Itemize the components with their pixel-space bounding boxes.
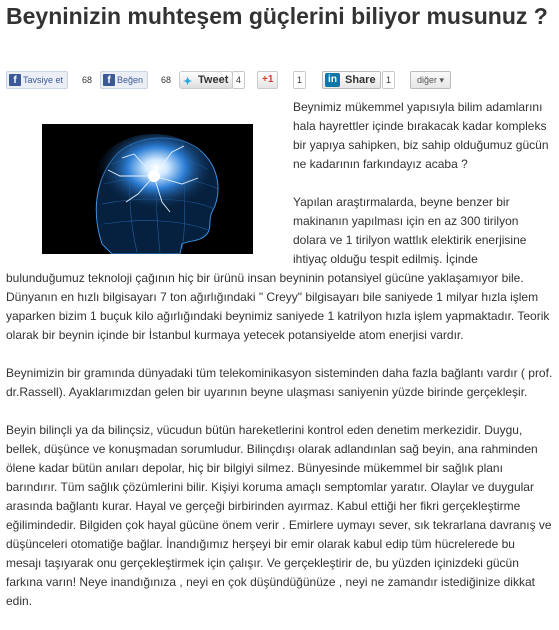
brain-illustration <box>42 124 253 254</box>
tweet-count: 4 <box>232 71 245 89</box>
twitter-bird-icon: ✦ <box>183 76 193 88</box>
facebook-like-button[interactable] <box>100 71 148 89</box>
facebook-recommend-count: 68 <box>82 75 93 85</box>
paragraph-intro: Beynimiz mükemmel yapısıyla bilim adamlarını hala hayrettler içinde bırakacak kadar kompleks bir yapıya sahipken, biz sahip olduğumuz gücün ne kadarının farkındayız acaba ? <box>293 100 549 171</box>
facebook-recommend-button[interactable] <box>6 71 68 89</box>
linkedin-icon: in <box>325 73 340 87</box>
gplus-button[interactable] <box>257 71 278 89</box>
paragraph-research: Yapılan araştırmalarda, beyne benzer bir makinanın yapılması için en az 300 tirilyon dolara ve 1 tirilyon wattlık elektirik enerjisine ihtiyaç olduğu tespit edilmiş. İçinde bulunduğumuz teknoloji çağının hiç bir ürünü insan beyninin potansiyel gücüne yaklaşamıyor bile. Dünyanın en hızlı bilgisayarı 7 ton ağırlığındaki " Creyy" bilgisayarı bile saniyede 1 milyar hızla işlem yaparken bizim 1 buçuk kilo ağırlığındaki beynimiz saniyede 1 katrilyon hızla işlem yapmaktadır. Teorik olarak bir beynin içinde bir İstanbul kurmaya yetecek potansiyelde atom enerjisi vardır. <box>6 195 550 342</box>
tweet-label: Tweet <box>198 74 229 86</box>
linkedin-count: 1 <box>382 71 395 89</box>
facebook-icon: f <box>103 74 115 86</box>
article-title: Beyninizin muhteşem güçlerini biliyor musunuz ? <box>6 3 548 29</box>
gplus-label: +1 <box>262 74 274 85</box>
gplus-count: 1 <box>293 71 306 89</box>
dropdown-arrow-icon: ▾ <box>439 75 445 85</box>
facebook-like-count: 68 <box>161 75 172 85</box>
facebook-like-label: Beğen <box>117 75 144 85</box>
more-share-label: diğer <box>417 75 438 85</box>
linkedin-share-label: Share <box>345 74 376 86</box>
facebook-recommend-label: Tavsiye et <box>23 75 64 85</box>
share-bar <box>6 71 556 91</box>
more-share-dropdown[interactable] <box>410 71 451 89</box>
linkedin-share-button[interactable] <box>322 71 381 89</box>
paragraph-control-center: Beyin bilinçli ya da bilinçsiz, vücudun bütün hareketlerini kontrol eden denetim merkezidir. Duygu, bellek, düşünce ve konuşmadan sorumludur. Bilinçdışı olarak adlandınlan sağ beyin, ana rahminden ölene kadar bütün anıları depolar, hiç bir bilgiyi silmez. Bünyesinde mükemmel bir sağlık planı barındırır. Tüm sağlık çözümlerini bilir. Kişiyi koruma amaçlı semptomlar yaratır. Olaylar ve duygular arasında bağlantı kurar. Hayal ve gerçeği birbirinden ayırmaz. Kabul ettiği her fikri gerçekleştirme eğilimindedir. Bilgiden çok hayal gücüne önem verir . Emirlere uymayı sever, sık tekrarlana davranış ve düşünceleri otomatiğe bağlar. İnandığımız herşeyi bir emir olarak kabul edip tüm hücrelerede bu mesajı taşıyarak onu gerçekleştirmek için çalışır. Ve gerçekleştirir de, bu yüzden içinizdeki gücün farkına varın! Neye inandığınıza , neyi en çok düşündüğünüze , neyi ne zamandır istediğinize dikkat edin. <box>6 423 552 608</box>
article-body <box>6 98 553 630</box>
tweet-button[interactable] <box>179 71 233 89</box>
facebook-icon: f <box>9 74 21 86</box>
glowing-brain-head-image <box>42 124 253 254</box>
paragraph-connections: Beynimizin bir gramında dünyadaki tüm telekominikasyon sisteminden daha fazla bağlantı vardır ( prof. dr.Rassell). Ayaklarımızdan gelen bir uyarının beyne ulaşması saniyenin yüzde birinde gerçekleşir. <box>6 366 553 399</box>
